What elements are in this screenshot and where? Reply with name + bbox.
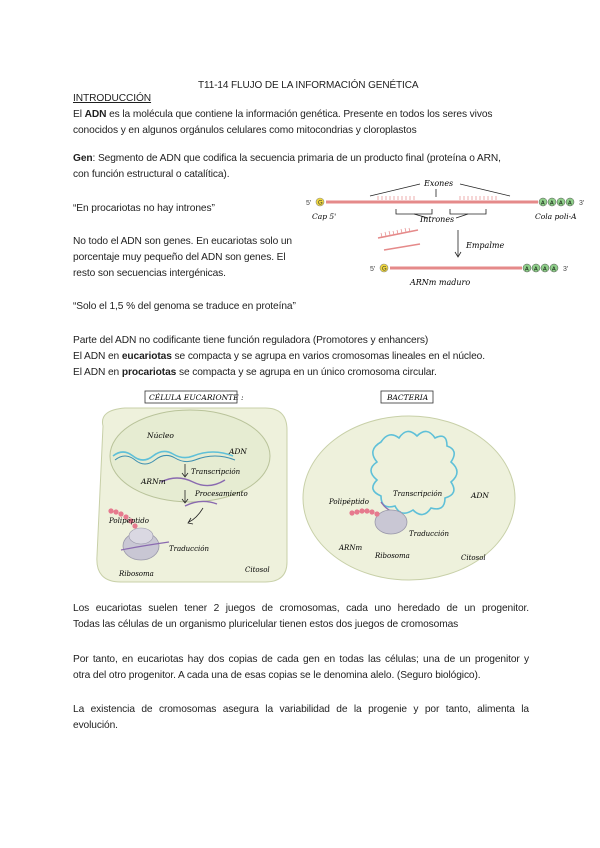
ribosoma-label-euk: Ribosoma [119,570,154,578]
p1-line2: conocidos y en algunos orgánulos celulares como mitocondrias y cloroplastos [73,125,417,136]
eukaryote-label: CÉLULA EUCARIONTE : [149,393,244,402]
quote-introns: “En procariotas no hay intrones” [73,203,215,214]
exones-label: Exones [424,179,454,188]
intro-heading: INTRODUCCIÓN [73,93,152,104]
p2-line1: Gen: Segmento de ADN que codifica la secuencia primaria de un producto final (proteína o ARN, [73,153,501,164]
p5-line1: Los eucariotas suelen tener 2 juegos de cromosomas, cada uno heredado de un progenitor. [73,603,529,614]
polipeptido-label-euk: Polipéptido [109,517,149,525]
svg-text:A: A [550,200,554,207]
quote-genome: “Solo el 1,5 % del genoma se traduce en proteína” [73,301,296,312]
p6-line2: otra del otro progenitor. A cada una de esas copias se le denomina alelo. (Seguro biológico). [73,670,481,681]
svg-text:A: A [541,200,545,207]
p3-line1: No todo el ADN son genes. En eucariotas solo un [73,236,292,247]
svg-text:A: A [559,200,563,207]
empalme-label: Empalme [466,241,505,250]
polipeptido-label-bac: Polipéptido [329,498,369,506]
svg-text:A: A [525,266,529,273]
citosol-label-bac: Citosol [461,554,486,562]
three-prime-label-2: 3' [563,266,569,273]
adn-label-euk: ADN [229,447,247,456]
traduccion-label-euk: Traducción [169,545,209,553]
nucleo-label: Núcleo [147,431,174,440]
p4-line3: El ADN en procariotas se compacta y se agrupa en un único cromosoma circular. [73,367,437,378]
p4-line2: El ADN en eucariotas se compacta y se agrupa en varios cromosomas lineales en el núcleo. [73,351,485,362]
cola-label: Cola poli-A [535,212,577,221]
svg-text:G: G [382,266,387,273]
mature-mrna-strand [390,267,522,270]
traduccion-label-bac: Traducción [409,530,449,538]
transcripcion-label-euk: Transcripción [191,468,241,476]
arnm-maduro-label: ARNm maduro [410,278,471,287]
p1-line1: El ADN es la molécula que contiene la información genética. Presente en todos los seres vivos [73,109,493,120]
ribosoma-label-bac: Ribosoma [375,552,410,560]
excised-introns [378,230,420,250]
citosol-label-euk: Citosol [245,566,270,574]
five-prime-label-2: 5' [370,266,376,273]
five-prime-label-1: 5' [306,200,312,207]
p3-line3: resto son secuencias intergénicas. [73,268,226,279]
cell-diagrams [85,386,525,590]
transcripcion-label-bac: Transcripción [393,490,443,498]
svg-text:G: G [318,200,323,207]
arnm-label-euk: ARNm [141,477,166,486]
three-prime-label-1: 3' [579,200,585,207]
p6-line1: Por tanto, en eucariotas hay dos copias de cada gen en todas las células; una de un progenitor y [73,654,529,665]
svg-text:A: A [568,200,572,207]
pre-mrna-strand [326,201,538,204]
ribosome-bac [375,510,407,534]
arnm-label-bac: ARNm [339,544,363,552]
polya-tail-2 [523,264,558,273]
polya-tail-1 [539,198,574,207]
p4-line1: Parte del ADN no codificante tiene función reguladora (Promotores y enhancers) [73,335,429,346]
procesamiento-label: Procesamiento [195,490,248,498]
p3-line2: porcentaje muy pequeño del ADN son genes. El [73,252,286,263]
svg-text:A: A [543,266,547,273]
page-title: T11-14 FLUJO DE LA INFORMACIÓN GENÉTICA [198,80,419,91]
bacteria-label: BACTERIA [387,393,429,402]
p7-line2: evolución. [73,720,118,731]
cap-label: Cap 5' [312,212,337,221]
p5-line2: Todas las células de un organismo pluricelular tienen estos dos juegos de cromosomas [73,619,459,630]
p2-line2: con función estructural o catalítica). [73,169,230,180]
p7-line1: La existencia de cromosomas asegura la variabilidad de la progenie y por tanto, alimenta la [73,704,529,715]
intrones-label: Intrones [420,215,455,224]
svg-text:A: A [534,266,538,273]
svg-text:A: A [552,266,556,273]
adn-label-bac: ADN [471,491,489,500]
gene-splicing-diagram [300,178,600,290]
